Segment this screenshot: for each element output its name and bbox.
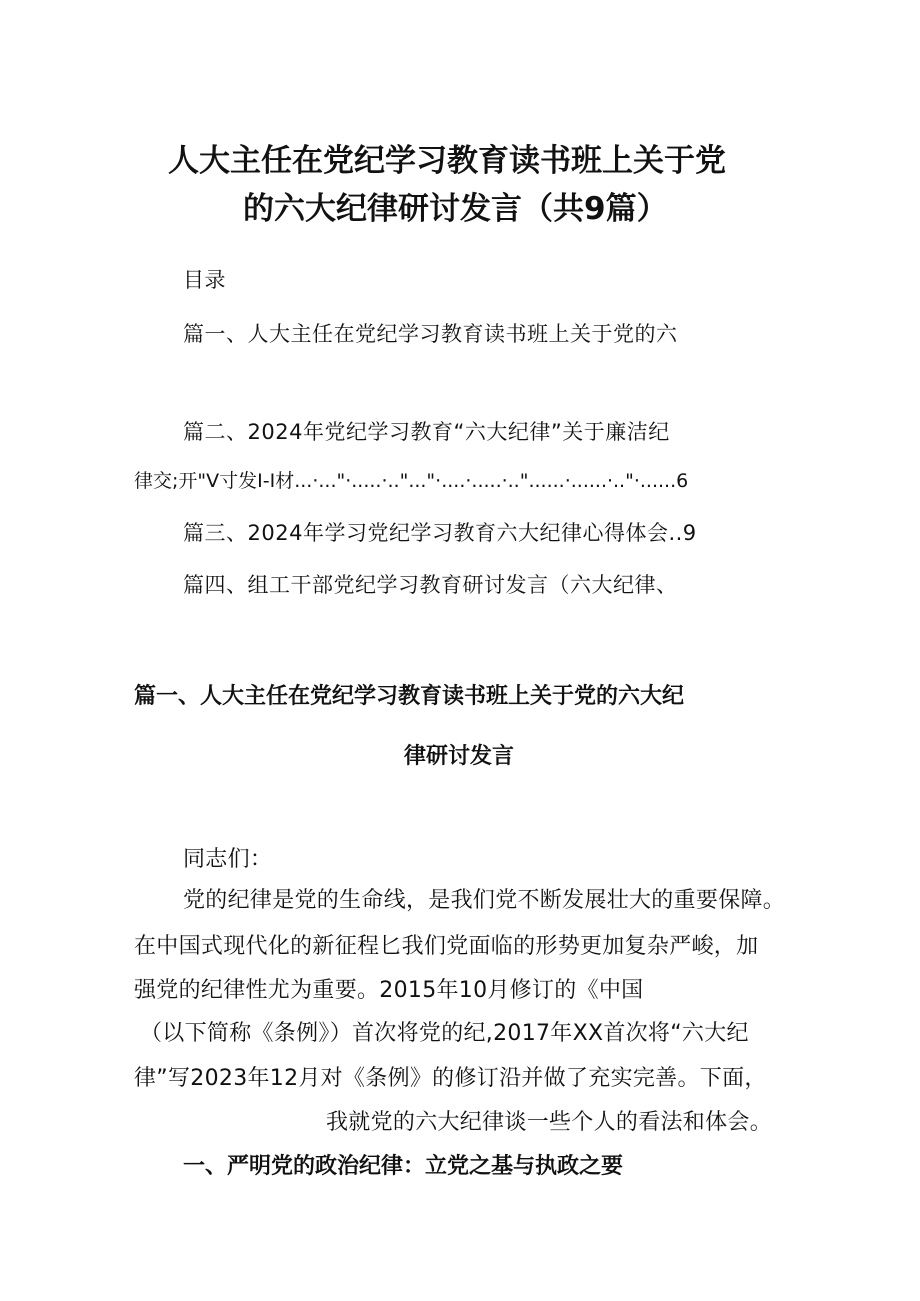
salutation: 同志们： — [183, 847, 273, 872]
document-title-line-2: 的六大纪律研讨发言（共9篇） — [243, 191, 668, 227]
toc-item-3[interactable]: 篇三、2024年学习党纪学习教育六大纪律心得体会..9 — [183, 521, 697, 545]
section-title-line-2: 律研讨发言 — [404, 744, 515, 769]
toc-item-2[interactable]: 篇二、2024年党纪学习教育“六大纪律”关于廉洁纪 — [183, 420, 670, 444]
paragraph-line-3: 强党的纪律性尤为重要。2015年10月修订的《中国 — [134, 978, 644, 1003]
toc-item-2-continuation[interactable]: 律交;开"V寸发I-I材...·..."·.....·.."..."·....·.....·.."......·......·.."·......6 — [134, 470, 689, 492]
paragraph-line-2: 在中国式现代化的新征程匕我们党面临的形势更加复杂严峻，加 — [134, 934, 759, 959]
document-title-line-1: 人大主任在党纪学习教育读书班上关于党 — [168, 143, 726, 179]
paragraph-line-5: 律”写2023年12月对《条例》的修订沿并做了充实完善。下面， — [134, 1066, 767, 1091]
paragraph-line-4: （以下简称《条例》）首次将党的纪,2017年XX首次将“六大纪 — [140, 1021, 749, 1046]
section-heading-1: 一、严明党的政治纪律：立党之基与执政之要 — [183, 1154, 624, 1179]
toc-label: 目录 — [183, 268, 226, 292]
paragraph-line-1: 党的纪律是党的生命线，是我们党不断发展壮大的重要保障。 — [183, 888, 786, 913]
toc-item-1[interactable]: 篇一、人大主任在党纪学习教育读书班上关于党的六 — [183, 322, 678, 346]
paragraph-line-6: 我就党的六大纪律谈一些个人的看法和体会。 — [326, 1110, 773, 1135]
section-title-line-1: 篇一、人大主任在党纪学习教育读书班上关于党的六大纪 — [134, 684, 685, 709]
toc-item-4[interactable]: 篇四、组工干部党纪学习教育研讨发言（六大纪律、 — [183, 573, 678, 597]
